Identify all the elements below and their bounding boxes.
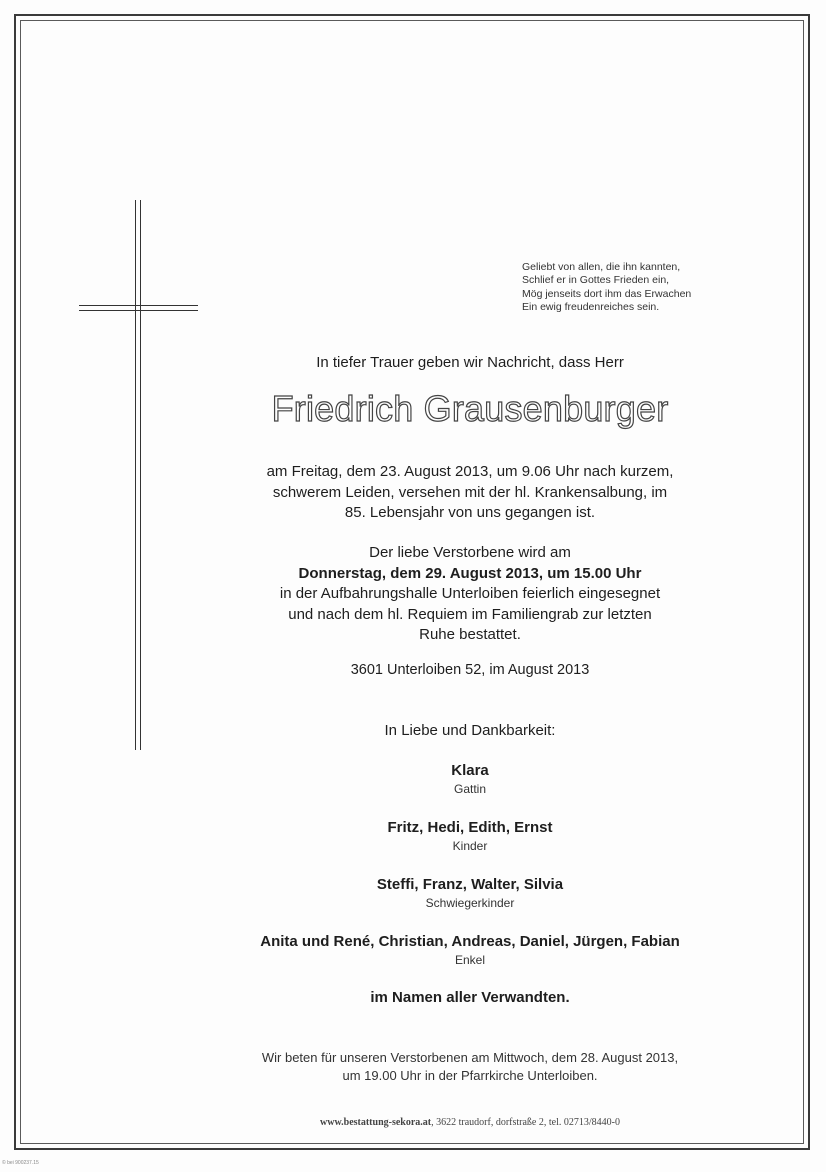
poem-line: Schlief er in Gottes Frieden ein,	[522, 274, 670, 287]
poem-line: Mög jenseits dort ihm das Erwachen	[522, 287, 692, 300]
behalf-line: im Namen aller Verwandten.	[370, 989, 570, 1006]
family-relation: Gattin	[453, 782, 486, 796]
cross-horizontal-beam	[79, 305, 198, 311]
death-notice-line: 85. Lebensjahr von uns gegangen ist.	[344, 504, 596, 521]
death-notice-line: schwerem Leiden, versehen mit der hl. Krankensalbung, im	[272, 483, 668, 501]
prayer-line: um 19.00 Uhr in der Pfarrkirche Unterloiben.	[342, 1067, 598, 1083]
funeral-line: und nach dem hl. Requiem im Familiengrab zur letzten	[288, 605, 652, 623]
prayer-line: Wir beten für unseren Verstorbenen am Mittwoch, dem 28. August 2013,	[261, 1050, 679, 1065]
poem-line: Geliebt von allen, die ihn kannten,	[522, 261, 681, 273]
family-relation: Enkel	[454, 953, 486, 967]
funeral-line: Der liebe Verstorbene wird am	[369, 544, 571, 561]
deceased-name: Friedrich Grausenburger	[271, 388, 669, 429]
place-date: 3601 Unterloiben 52, im August 2013	[350, 662, 590, 678]
death-notice-line: am Freitag, dem 23. August 2013, um 9.06 Uhr nach kurzem,	[266, 463, 674, 480]
thanks-heading: In Liebe und Dankbarkeit:	[384, 722, 556, 739]
intro-text: In tiefer Trauer geben wir Nachricht, dass Herr	[316, 354, 624, 371]
memorial-poem	[522, 261, 742, 315]
family-names: Klara	[451, 762, 489, 779]
cross-vertical-beam	[135, 200, 141, 750]
family-names: Anita und René, Christian, Andreas, Daniel, Jürgen, Fabian	[260, 933, 680, 950]
family-names: Steffi, Franz, Walter, Silvia	[376, 876, 564, 893]
print-code: © bei 900237.15	[2, 1160, 39, 1166]
prayer-notice	[180, 1049, 760, 1084]
family-names: Fritz, Hedi, Edith, Ernst	[387, 819, 553, 836]
undertaker-website[interactable]: www.bestattung-sekora.at	[320, 1117, 432, 1128]
funeral-line: in der Aufbahrungshalle Unterloiben feierlich eingesegnet	[279, 585, 661, 602]
family-relation: Kinder	[452, 839, 488, 853]
funeral-line: Ruhe bestattet.	[419, 626, 521, 643]
funeral-date: Donnerstag, dem 29. August 2013, um 15.00 Uhr	[298, 564, 642, 582]
funeral-notice	[180, 543, 760, 646]
undertaker-footer	[180, 1117, 760, 1128]
family-relation: Schwiegerkinder	[425, 896, 515, 910]
death-notice	[180, 462, 760, 524]
poem-line: Ein ewig freudenreiches sein.	[522, 301, 660, 314]
undertaker-address: , 3622 traudorf, dorfstraße 2, tel. 02713/8440-0	[431, 1117, 620, 1128]
